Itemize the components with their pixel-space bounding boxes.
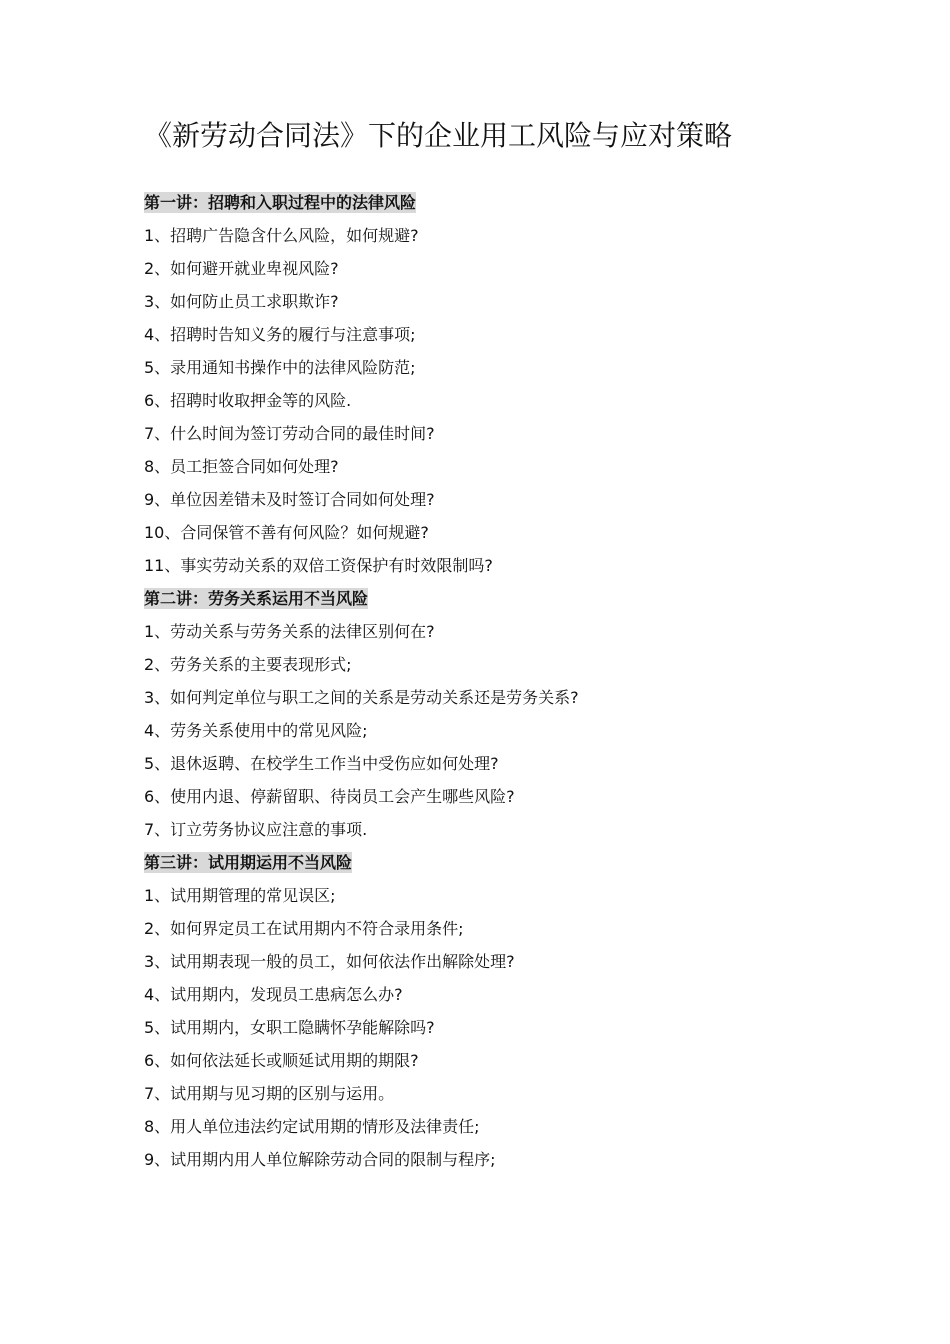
list-item: 6、如何依法延长或顺延试用期的期限? <box>144 1051 419 1070</box>
list-item: 9、试用期内用人单位解除劳动合同的限制与程序; <box>144 1150 496 1169</box>
document-title: 《新劳动合同法》下的企业用工风险与应对策略 <box>144 119 733 152</box>
list-item: 2、劳务关系的主要表现形式; <box>144 655 352 674</box>
list-item: 8、员工拒签合同如何处理? <box>144 457 339 476</box>
list-item: 7、什么时间为签订劳动合同的最佳时间? <box>144 424 435 443</box>
list-item: 3、试用期表现一般的员工，如何依法作出解除处理? <box>144 952 515 971</box>
list-item: 8、用人单位违法约定试用期的情形及法律责任; <box>144 1117 480 1136</box>
list-item: 1、劳动关系与劳务关系的法律区别何在? <box>144 622 435 641</box>
section-heading-text: 第三讲：试用期运用不当风险 <box>144 853 353 872</box>
section-heading <box>144 846 844 879</box>
list-item: 4、招聘时告知义务的履行与注意事项; <box>144 325 416 344</box>
list-item: 7、订立劳务协议应注意的事项. <box>144 820 368 839</box>
list-item: 1、招聘广告隐含什么风险，如何规避? <box>144 226 419 245</box>
section-heading <box>144 582 844 615</box>
list-item: 11、事实劳动关系的双倍工资保护有时效限制吗? <box>144 556 493 575</box>
list-item: 9、单位因差错未及时签订合同如何处理? <box>144 490 435 509</box>
list-item: 6、使用内退、停薪留职、待岗员工会产生哪些风险? <box>144 787 515 806</box>
list-item: 5、录用通知书操作中的法律风险防范; <box>144 358 416 377</box>
list-item: 5、退休返聘、在校学生工作当中受伤应如何处理? <box>144 754 499 773</box>
list-item: 4、试用期内，发现员工患病怎么办? <box>144 985 403 1004</box>
list-item: 3、如何防止员工求职欺诈? <box>144 292 339 311</box>
section-heading <box>144 186 844 219</box>
list-item: 7、试用期与见习期的区别与运用。 <box>144 1084 395 1103</box>
list-item: 6、招聘时收取押金等的风险. <box>144 391 352 410</box>
list-item: 2、如何避开就业卑视风险? <box>144 259 339 278</box>
section-heading-text: 第二讲：劳务关系运用不当风险 <box>144 589 369 608</box>
list-item: 2、如何界定员工在试用期内不符合录用条件; <box>144 919 464 938</box>
list-item: 5、试用期内，女职工隐瞒怀孕能解除吗? <box>144 1018 435 1037</box>
list-item: 1、试用期管理的常见误区; <box>144 886 336 905</box>
list-item: 10、合同保管不善有何风险？如何规避? <box>144 523 429 542</box>
document-body <box>144 186 844 1176</box>
list-item: 4、劳务关系使用中的常见风险; <box>144 721 368 740</box>
list-item: 3、如何判定单位与职工之间的关系是劳动关系还是劳务关系? <box>144 688 579 707</box>
section-heading-text: 第一讲：招聘和入职过程中的法律风险 <box>144 193 417 212</box>
